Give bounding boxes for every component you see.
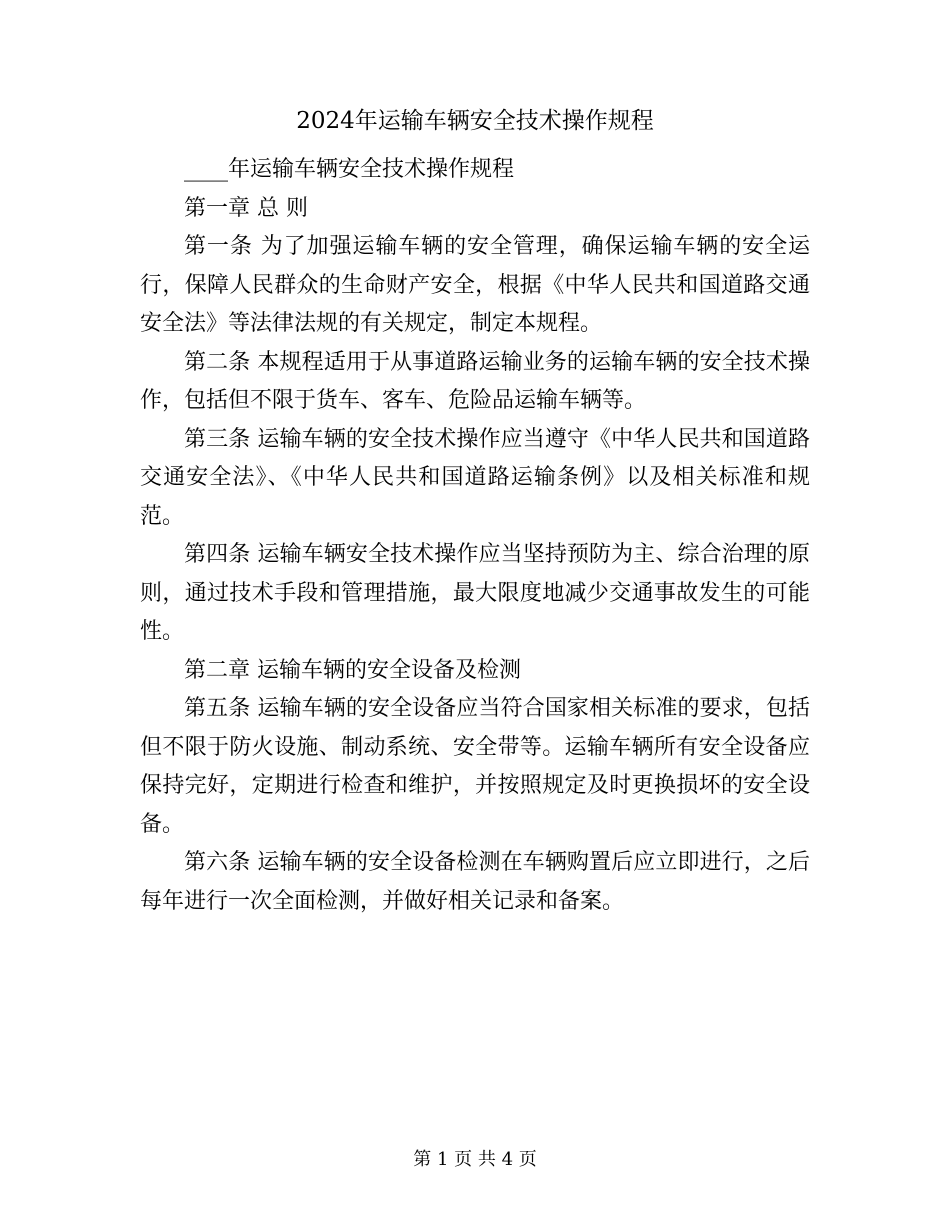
article-6-paragraph: 第六条 运输车辆的安全设备检测在车辆购置后应立即进行，之后每年进行一次全面检测，并做好相关记录和备案。 (140, 850, 810, 914)
article-3-paragraph: 第三条 运输车辆的安全技术操作应当遵守《中华人民共和国道路交通安全法》、《中华人民共和国道路运输条例》以及相关标准和规范。 (140, 426, 810, 529)
subtitle-paragraph: ____年运输车辆安全技术操作规程 (184, 157, 515, 182)
article-2-paragraph: 第二条 本规程适用于从事道路运输业务的运输车辆的安全技术操作，包括但不限于货车、客车、危险品运输车辆等。 (140, 349, 810, 413)
article-1-paragraph: 第一条 为了加强运输车辆的安全管理，确保运输车辆的安全运行，保障人民群众的生命财产安全，根据《中华人民共和国道路交通安全法》等法律法规的有关规定，制定本规程。 (140, 234, 810, 336)
chapter-1-heading: 第一章 总 则 (184, 195, 308, 221)
document-body (140, 151, 810, 921)
document-title: 2024年运输车辆安全技术操作规程 (296, 108, 654, 134)
article-5-paragraph: 第五条 运输车辆的安全设备应当符合国家相关标准的要求，包括但不限于防火设施、制动系统、安全带等。运输车辆所有安全设备应保持完好，定期进行检查和维护，并按照规定及时更换损坏的安全设备。 (140, 696, 810, 837)
chapter-2-heading: 第二章 运输车辆的安全设备及检测 (184, 657, 521, 683)
page-number-footer: 第 1 页 共 4 页 (413, 1149, 537, 1170)
article-4-paragraph: 第四条 运输车辆安全技术操作应当坚持预防为主、综合治理的原则，通过技术手段和管理措施，最大限度地减少交通事故发生的可能性。 (140, 542, 810, 644)
